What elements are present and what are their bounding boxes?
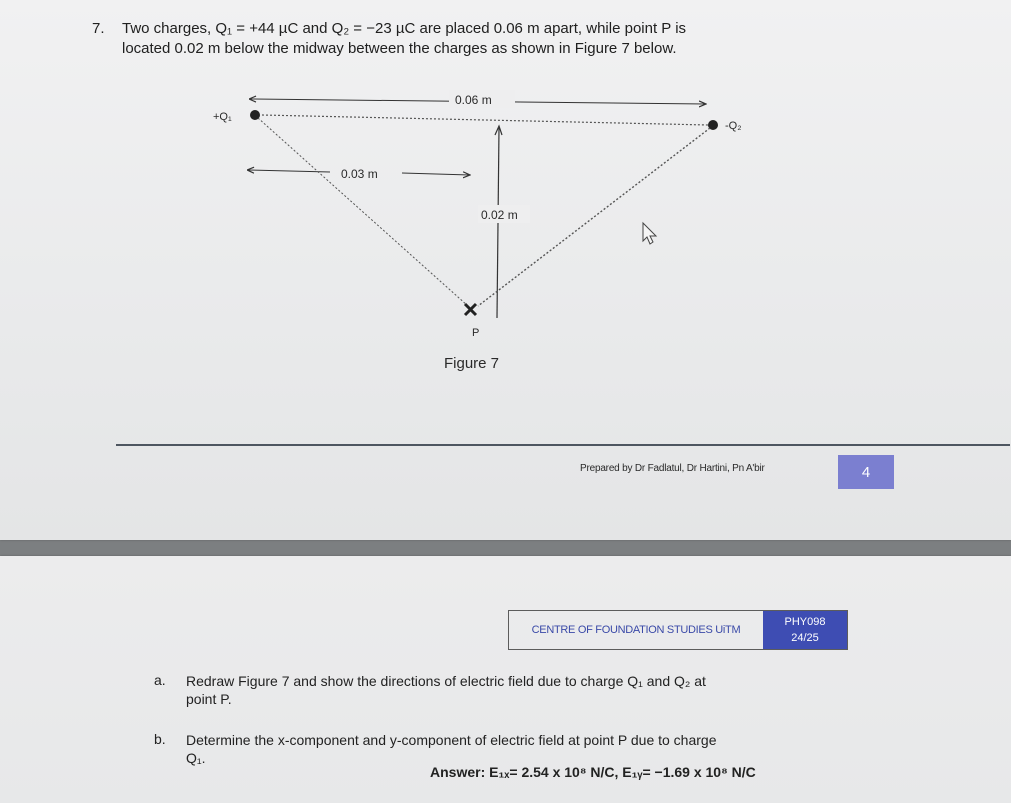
course-code: PHY098 xyxy=(784,616,826,628)
part-b-letter: b. xyxy=(154,731,166,747)
charge-q1-label: +Q₁ xyxy=(213,111,232,123)
question-number: 7. xyxy=(92,20,105,37)
part-b-line-1: Determine the x-component and y-component of electric field at point P due to charge xyxy=(186,732,717,748)
prepared-by-credit: Prepared by Dr Fadlatul, Dr Hartini, Pn A'bir xyxy=(580,463,765,474)
page-header-box xyxy=(508,610,848,650)
figure-caption: Figure 7 xyxy=(444,355,500,372)
charges-connecting-line xyxy=(262,115,708,125)
centre-name: CENTRE OF FOUNDATION STUDIES UiTM xyxy=(531,624,741,636)
half-label: 0.03 m xyxy=(341,167,378,181)
part-a-line-2: point P. xyxy=(186,691,232,707)
charge-q2-label: -Q₂ xyxy=(725,120,742,132)
vertical-label: 0.02 m xyxy=(481,208,518,222)
point-p-label: P xyxy=(472,327,480,339)
line-q1-to-p xyxy=(258,118,468,306)
question-text-line-2: located 0.02 m below the midway between the charges as shown in Figure 7 below. xyxy=(122,40,677,57)
part-a-line-1: Redraw Figure 7 and show the directions of electric field due to charge Q₁ and Q₂ at xyxy=(186,673,706,689)
part-b-answer: Answer: E₁ₓ= 2.54 x 10⁸ N/C, E₁ᵧ= −1.69 x 10⁸ N/C xyxy=(430,764,756,780)
point-p-marker xyxy=(465,304,476,315)
part-b-line-2: Q₁. xyxy=(186,750,206,766)
half-dimension-line-right xyxy=(402,173,470,175)
page-number-badge: 4 xyxy=(838,455,894,489)
footer-rule xyxy=(116,444,1010,446)
separation-label: 0.06 m xyxy=(455,93,492,107)
part-a-letter: a. xyxy=(154,672,166,688)
course-session: 24/25 xyxy=(791,632,819,644)
course-badge xyxy=(763,611,847,649)
question-text-line-1: Two charges, Q₁ = +44 µC and Q₂ = −23 µC are placed 0.06 m apart, while point P is xyxy=(122,20,687,37)
mouse-cursor-icon xyxy=(643,223,656,244)
